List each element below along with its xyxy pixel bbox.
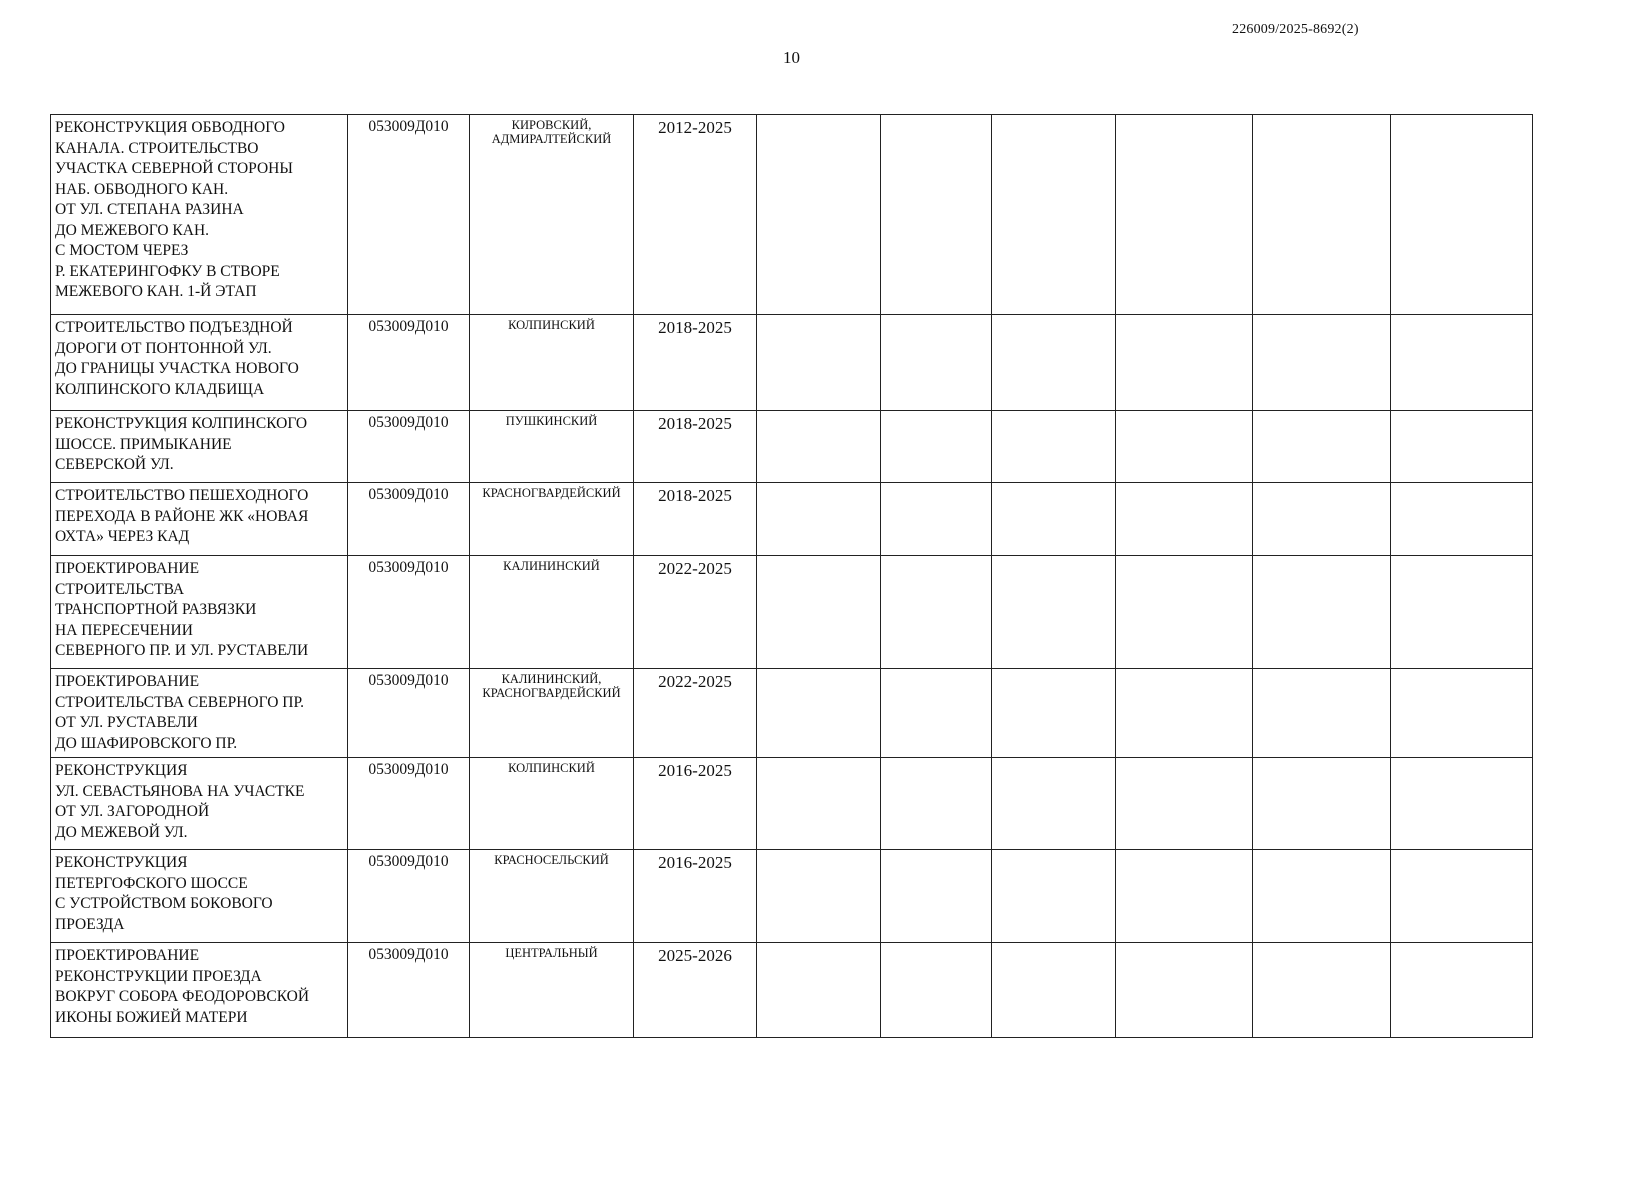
empty-value-cell [1391, 556, 1533, 669]
table-body [51, 115, 1533, 1038]
project-name-cell [51, 556, 348, 669]
project-name-line: ТРАНСПОРТНОЙ РАЗВЯЗКИ [55, 601, 257, 618]
table-row [51, 315, 1533, 411]
project-name-line: НАБ. ОБВОДНОГО КАН. [55, 180, 229, 198]
budget-code-cell: 053009Д010 [348, 850, 470, 943]
period-cell: 2018-2025 [634, 315, 757, 411]
project-name-cell [51, 115, 348, 315]
table-row [51, 556, 1533, 669]
district-line: КАЛИНИНСКИЙ, [501, 672, 602, 686]
page-number: 10 [783, 48, 800, 67]
budget-code-cell: 053009Д010 [348, 411, 470, 483]
project-name-line: С МОСТОМ ЧЕРЕЗ [55, 242, 189, 259]
period-cell: 2012-2025 [634, 115, 757, 315]
district-line: КРАСНОГВАРДЕЙСКИЙ [482, 686, 621, 700]
empty-value-cell [992, 315, 1116, 411]
district-cell [470, 556, 634, 669]
empty-value-cell [881, 556, 992, 669]
project-name-line: СЕВЕРНОГО ПР. И УЛ. РУСТАВЕЛИ [55, 642, 309, 659]
project-name-line: УЧАСТКА СЕВЕРНОЙ СТОРОНЫ [55, 160, 293, 177]
empty-value-cell [757, 850, 881, 943]
district-line: КОЛПИНСКИЙ [508, 318, 595, 332]
budget-code-cell: 053009Д010 [348, 115, 470, 315]
empty-value-cell [1253, 758, 1391, 850]
district-line: КОЛПИНСКИЙ [508, 761, 595, 775]
empty-value-cell [757, 315, 881, 411]
period-cell: 2016-2025 [634, 758, 757, 850]
project-name-cell [51, 315, 348, 411]
budget-code-cell: 053009Д010 [348, 483, 470, 556]
document-registration-number: 226009/2025-8692(2) [1232, 22, 1359, 37]
project-name-line: СТРОИТЕЛЬСТВО ПЕШЕХОДНОГО [55, 487, 309, 504]
empty-value-cell [1391, 315, 1533, 411]
empty-value-cell [1116, 850, 1253, 943]
period-cell: 2018-2025 [634, 411, 757, 483]
period-cell: 2016-2025 [634, 850, 757, 943]
empty-value-cell [1391, 483, 1533, 556]
empty-value-cell [881, 115, 992, 315]
project-name-line: ОТ УЛ. ЗАГОРОДНОЙ [55, 803, 210, 820]
project-name-line: РЕКОНСТРУКЦИЯ [55, 762, 188, 779]
project-name-line: СЕВЕРСКОЙ УЛ. [55, 456, 174, 473]
empty-value-cell [1116, 556, 1253, 669]
empty-value-cell [992, 483, 1116, 556]
project-name-line: УЛ. СЕВАСТЬЯНОВА НА УЧАСТКЕ [55, 782, 305, 800]
empty-value-cell [757, 115, 881, 315]
project-name-line: Р. ЕКАТЕРИНГОФКУ В СТВОРЕ [55, 262, 280, 280]
district-cell [470, 669, 634, 758]
district-cell [470, 483, 634, 556]
empty-value-cell [757, 758, 881, 850]
project-name-line: ПРОЕКТИРОВАНИЕ [55, 673, 200, 690]
project-name-line: ПЕТЕРГОФСКОГО ШОССЕ [55, 874, 248, 892]
empty-value-cell [1391, 411, 1533, 483]
district-line: АДМИРАЛТЕЙСКИЙ [491, 132, 612, 146]
district-cell [470, 315, 634, 411]
project-name-line: ВОКРУГ СОБОРА ФЕОДОРОВСКОЙ [55, 988, 310, 1005]
project-name-line: ДО МЕЖЕВОГО КАН. [55, 221, 210, 239]
table-row [51, 669, 1533, 758]
project-name-line: МЕЖЕВОГО КАН. 1-Й ЭТАП [55, 283, 257, 300]
budget-code-cell: 053009Д010 [348, 943, 470, 1038]
project-name-cell [51, 850, 348, 943]
project-name-line: ШОССЕ. ПРИМЫКАНИЕ [55, 435, 232, 453]
empty-value-cell [1253, 850, 1391, 943]
project-name-line: КАНАЛА. СТРОИТЕЛЬСТВО [55, 139, 259, 157]
project-name-cell [51, 758, 348, 850]
budget-code-cell: 053009Д010 [348, 556, 470, 669]
empty-value-cell [757, 411, 881, 483]
project-name-line: НА ПЕРЕСЕЧЕНИИ [55, 621, 193, 639]
empty-value-cell [1253, 556, 1391, 669]
budget-code-cell: 053009Д010 [348, 315, 470, 411]
empty-value-cell [1391, 669, 1533, 758]
project-name-cell [51, 669, 348, 758]
project-name-line: ДО ГРАНИЦЫ УЧАСТКА НОВОГО [55, 360, 299, 377]
empty-value-cell [992, 411, 1116, 483]
empty-value-cell [1116, 758, 1253, 850]
period-cell: 2018-2025 [634, 483, 757, 556]
table-row [51, 115, 1533, 315]
project-name-line: ИКОНЫ БОЖИЕЙ МАТЕРИ [55, 1008, 248, 1026]
table-row [51, 483, 1533, 556]
empty-value-cell [1116, 943, 1253, 1038]
period-cell: 2025-2026 [634, 943, 757, 1038]
empty-value-cell [881, 315, 992, 411]
project-name-line: ПРОЕЗДА [55, 915, 125, 933]
empty-value-cell [1253, 483, 1391, 556]
project-name-line: РЕКОНСТРУКЦИЯ ОБВОДНОГО [55, 119, 285, 136]
project-name-line: ПРОЕКТИРОВАНИЕ [55, 947, 200, 964]
empty-value-cell [881, 758, 992, 850]
project-name-line: СТРОИТЕЛЬСТВА СЕВЕРНОГО ПР. [55, 693, 305, 711]
project-name-line: ПРОЕКТИРОВАНИЕ [55, 560, 200, 577]
empty-value-cell [1253, 669, 1391, 758]
district-line: КРАСНОГВАРДЕЙСКИЙ [482, 486, 621, 500]
empty-value-cell [1391, 758, 1533, 850]
district-cell [470, 758, 634, 850]
empty-value-cell [881, 411, 992, 483]
table-row [51, 411, 1533, 483]
district-cell [470, 411, 634, 483]
project-name-line: С УСТРОЙСТВОМ БОКОВОГО [55, 895, 273, 912]
construction-projects-table [50, 114, 1533, 1038]
empty-value-cell [992, 115, 1116, 315]
empty-value-cell [1391, 115, 1533, 315]
project-name-line: РЕКОНСТРУКЦИИ ПРОЕЗДА [55, 967, 262, 985]
project-name-line: ОТ УЛ. РУСТАВЕЛИ [55, 714, 198, 731]
budget-code-cell: 053009Д010 [348, 669, 470, 758]
project-name-cell [51, 943, 348, 1038]
empty-value-cell [757, 943, 881, 1038]
project-name-line: ПЕРЕХОДА В РАЙОНЕ ЖК «НОВАЯ [55, 507, 309, 525]
project-name-line: РЕКОНСТРУКЦИЯ [55, 854, 188, 871]
project-name-cell [51, 411, 348, 483]
project-name-line: ДОРОГИ ОТ ПОНТОННОЙ УЛ. [55, 339, 272, 357]
district-line: КИРОВСКИЙ, [511, 118, 592, 132]
empty-value-cell [757, 556, 881, 669]
project-name-line: РЕКОНСТРУКЦИЯ КОЛПИНСКОГО [55, 415, 308, 432]
project-name-line: ДО ШАФИРОВСКОГО ПР. [55, 734, 238, 752]
empty-value-cell [881, 669, 992, 758]
district-cell [470, 115, 634, 315]
district-cell [470, 850, 634, 943]
district-line: КАЛИНИНСКИЙ [503, 559, 600, 573]
empty-value-cell [881, 483, 992, 556]
district-line: КРАСНОСЕЛЬСКИЙ [494, 853, 609, 867]
empty-value-cell [1253, 411, 1391, 483]
empty-value-cell [992, 758, 1116, 850]
empty-value-cell [1391, 850, 1533, 943]
project-name-line: СТРОИТЕЛЬСТВО ПОДЪЕЗДНОЙ [55, 319, 293, 336]
district-line: ПУШКИНСКИЙ [505, 414, 598, 428]
empty-value-cell [1116, 411, 1253, 483]
empty-value-cell [992, 669, 1116, 758]
table-row [51, 758, 1533, 850]
empty-value-cell [992, 850, 1116, 943]
empty-value-cell [1116, 483, 1253, 556]
project-name-cell [51, 483, 348, 556]
district-line: ЦЕНТРАЛЬНЫЙ [505, 946, 598, 960]
empty-value-cell [1116, 669, 1253, 758]
empty-value-cell [1253, 943, 1391, 1038]
empty-value-cell [757, 669, 881, 758]
project-name-line: КОЛПИНСКОГО КЛАДБИЩА [55, 380, 265, 398]
empty-value-cell [1116, 115, 1253, 315]
budget-code-cell: 053009Д010 [348, 758, 470, 850]
period-cell: 2022-2025 [634, 669, 757, 758]
period-cell: 2022-2025 [634, 556, 757, 669]
empty-value-cell [992, 556, 1116, 669]
empty-value-cell [1253, 315, 1391, 411]
empty-value-cell [881, 943, 992, 1038]
empty-value-cell [1253, 115, 1391, 315]
empty-value-cell [992, 943, 1116, 1038]
project-name-line: ОХТА» ЧЕРЕЗ КАД [55, 528, 190, 545]
project-name-line: ДО МЕЖЕВОЙ УЛ. [55, 823, 188, 841]
project-name-line: СТРОИТЕЛЬСТВА [55, 580, 185, 598]
table-row [51, 943, 1533, 1038]
empty-value-cell [1116, 315, 1253, 411]
district-cell [470, 943, 634, 1038]
empty-value-cell [881, 850, 992, 943]
empty-value-cell [757, 483, 881, 556]
empty-value-cell [1391, 943, 1533, 1038]
project-name-line: ОТ УЛ. СТЕПАНА РАЗИНА [55, 201, 244, 218]
table-row [51, 850, 1533, 943]
